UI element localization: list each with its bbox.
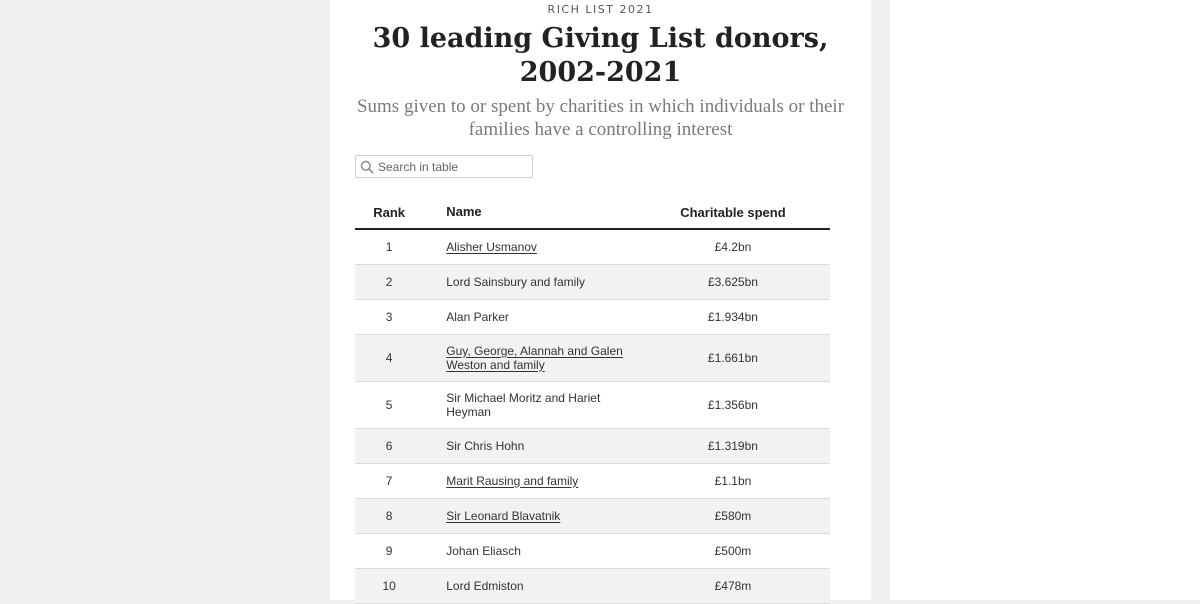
name-cell <box>423 498 636 533</box>
spend-cell: £3.625bn <box>636 264 830 299</box>
table-row <box>355 381 830 428</box>
rank-cell: 10 <box>355 568 423 603</box>
page-title: 30 leading Giving List donors, 2002-2021 <box>372 23 829 88</box>
page-subtitle: Sums given to or spent by charities in which individuals or their families have a controlling interest <box>356 96 845 140</box>
table-row <box>355 498 830 533</box>
table-row <box>355 568 830 603</box>
rank-cell: 6 <box>355 428 423 463</box>
spend-cell: £1.934bn <box>636 299 830 334</box>
rank-cell: 8 <box>355 498 423 533</box>
rank-cell: 1 <box>355 229 423 264</box>
table-row <box>355 428 830 463</box>
name-cell <box>423 463 636 498</box>
donor-name-link[interactable]: Sir Leonard Blavatnik <box>446 508 561 523</box>
name-cell: Lord Edmiston <box>423 568 636 603</box>
spend-cell: £1.1bn <box>636 463 830 498</box>
column-header-charitable-spend[interactable]: Charitable spend <box>636 196 830 229</box>
spend-cell: £580m <box>636 498 830 533</box>
donor-name-link[interactable]: Guy, George, Alannah and Galen Weston and family <box>446 343 623 372</box>
table-search[interactable] <box>355 155 533 178</box>
column-header-name[interactable]: Name <box>423 196 636 229</box>
table-row <box>355 229 830 264</box>
kicker-label: RICH LIST 2021 <box>547 3 654 16</box>
spend-cell: £1.319bn <box>636 428 830 463</box>
rank-cell: 4 <box>355 334 423 381</box>
rank-cell: 7 <box>355 463 423 498</box>
article-page <box>330 0 871 600</box>
name-cell: Sir Michael Moritz and Hariet Heyman <box>423 381 636 428</box>
rank-cell: 5 <box>355 381 423 428</box>
rank-cell: 9 <box>355 533 423 568</box>
spend-cell: £478m <box>636 568 830 603</box>
table-row <box>355 463 830 498</box>
right-side-panel <box>890 0 1200 600</box>
name-cell: Lord Sainsbury and family <box>423 264 636 299</box>
rank-cell: 2 <box>355 264 423 299</box>
spend-cell: £1.661bn <box>636 334 830 381</box>
table-header-row <box>355 196 830 229</box>
table-row <box>355 533 830 568</box>
donor-name-link[interactable]: Alisher Usmanov <box>446 239 537 254</box>
search-input[interactable] <box>378 160 528 174</box>
name-cell: Alan Parker <box>423 299 636 334</box>
rank-cell: 3 <box>355 299 423 334</box>
table-row <box>355 334 830 381</box>
name-cell <box>423 334 636 381</box>
spend-cell: £1.356bn <box>636 381 830 428</box>
spend-cell: £4.2bn <box>636 229 830 264</box>
search-icon <box>356 156 378 177</box>
name-cell: Johan Eliasch <box>423 533 636 568</box>
name-cell <box>423 229 636 264</box>
donor-name-link[interactable]: Marit Rausing and family <box>446 473 579 488</box>
donors-table <box>355 196 830 604</box>
spend-cell: £500m <box>636 533 830 568</box>
table-row <box>355 299 830 334</box>
name-cell: Sir Chris Hohn <box>423 428 636 463</box>
table-row <box>355 264 830 299</box>
column-header-rank[interactable]: Rank <box>355 196 423 229</box>
